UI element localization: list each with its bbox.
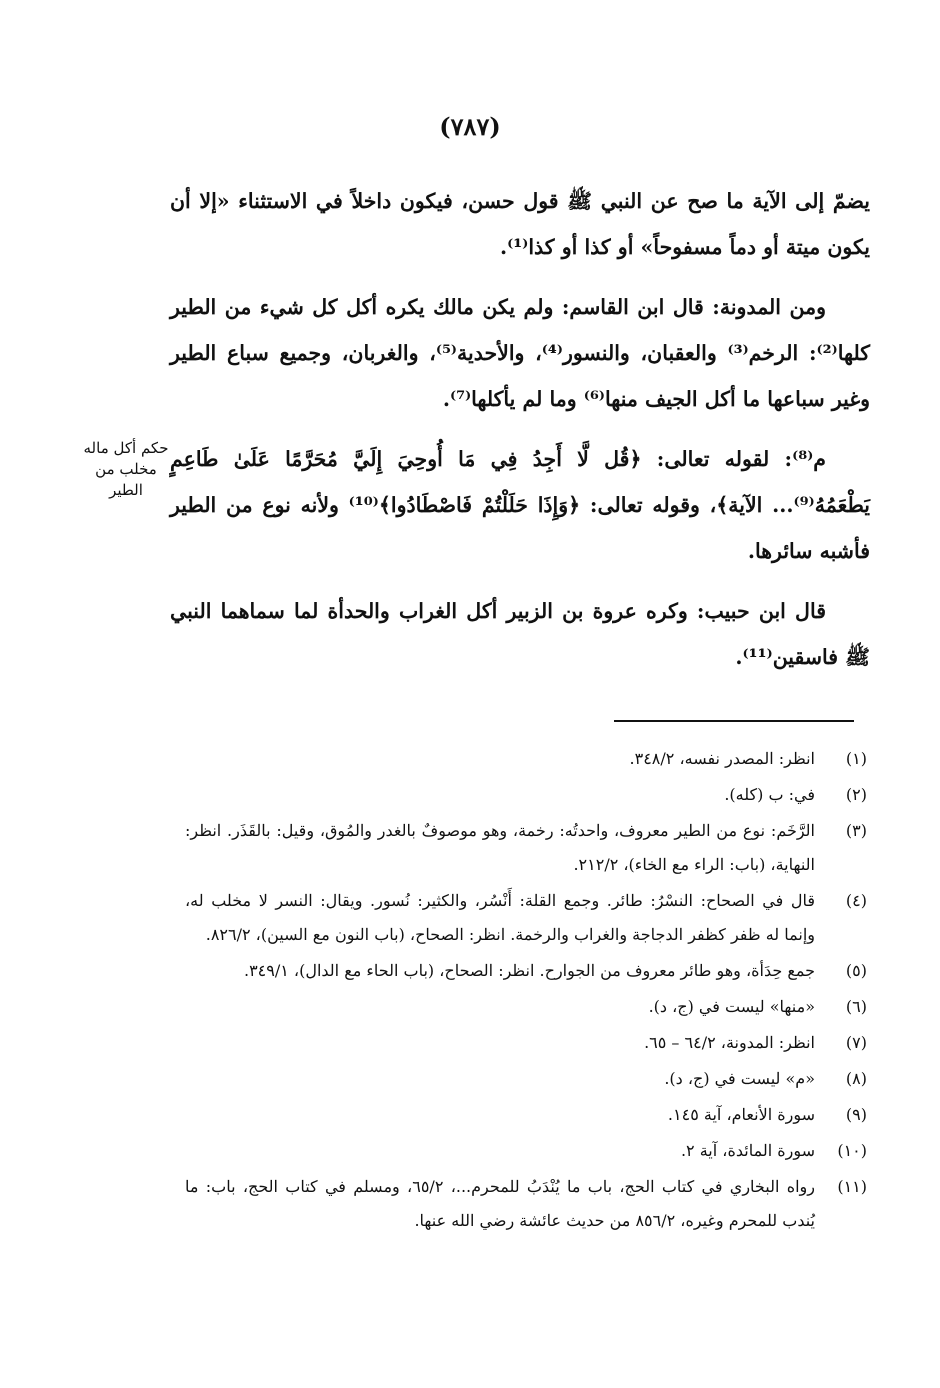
footnote-number: (٣) [845, 821, 867, 840]
footnote-text: انظر: المصدر نفسه، ٣٤٨/٢. [629, 749, 815, 768]
footnote-text: انظر: المدونة، ٦٤/٢ – ٦٥. [644, 1033, 815, 1052]
paragraph-3: م⁽⁸⁾: لقوله تعالى: ﴿قُل لَّا أَجِدُ فِي مَا أُوحِيَ إِلَيَّ مُحَرَّمًا عَلَىٰ طَاعِمٍ يَطْعَمُهُ⁽⁹⁾... الآية﴾، وقوله تعالى: ﴿وَإِذَا حَلَلْتُمْ فَاصْطَادُوا﴾⁽¹⁰⁾ ولأنه نوع من الطير فأشبه سائرها. [170, 447, 870, 563]
footnote-number: (٨) [845, 1069, 867, 1088]
footnote [185, 1026, 867, 1060]
main-text [170, 178, 870, 694]
footnote-number: (١) [845, 749, 867, 768]
footnote-divider [614, 720, 854, 722]
footnote-text: جمع حِدَأة، وهو طائر معروف من الجوارح. انظر: الصحاح، (باب الحاء مع الدال)، ٣٤٩/١. [243, 961, 815, 980]
footnote-text: سورة المائدة، آية ٢. [680, 1141, 815, 1160]
footnote [185, 1098, 867, 1132]
footnote-number: (٩) [845, 1105, 867, 1124]
footnote-number: (١١) [837, 1177, 867, 1196]
footnote [185, 778, 867, 812]
paragraph-4: قال ابن حبيب: وكره عروة بن الزبير أكل الغراب والحدأة لما سماهما النبي ﷺ فاسقين⁽¹¹⁾. [170, 599, 870, 669]
footnote-number: (٤) [845, 891, 867, 910]
page-number: (٧٨٧) [439, 112, 501, 141]
footnote [185, 1170, 867, 1238]
footnote-text: «م» ليست في (ج، د). [664, 1069, 815, 1088]
footnote-text: في: ب (كله). [724, 785, 815, 804]
footnote [185, 954, 867, 988]
footnote-number: (٦) [845, 997, 867, 1016]
footnote-text: قال في الصحاح: النسْرُ: طائر. وجمع القلة: أَنْسُر، والكثير: نُسور. ويقال: النسر لا مخلب له، وإنما له ظفر كظفر الدجاجة والغراب والرخمة. انظر: الصحاح، (باب النون مع السين)، ٨٢٦/٢. [185, 891, 815, 944]
footnote-number: (١٠) [837, 1141, 867, 1160]
footnotes [185, 742, 867, 1240]
footnote-text: رواه البخاري في كتاب الحج، باب ما يُنْدَبُ للمحرم...، ٦٥/٢، ومسلم في كتاب الحج، باب: ما يُندب للمحرم وغيره، ٨٥٦/٢ من حديث عائشة رضي الله عنها. [185, 1177, 815, 1230]
paragraph-2: ومن المدونة: قال ابن القاسم: ولم يكن مالك يكره أكل كل شيء من الطير كلها⁽²⁾: الرخم⁽³⁾ والعقبان، والنسور⁽⁴⁾، والأحدية⁽⁵⁾، والغربان، وجميع سباع الطير وغير سباعها ما أكل الجيف منها⁽⁶⁾ وما لم يأكلها⁽⁷⁾. [170, 295, 870, 411]
footnote [185, 814, 867, 882]
footnote-text: سورة الأنعام، آية ١٤٥. [667, 1105, 815, 1124]
footnote [185, 884, 867, 952]
margin-note: حكم أكل ماله مخلب من الطير [83, 439, 169, 499]
footnote-text: الرَّخَم: نوع من الطير معروف، واحدتُه: رخمة، وهو موصوفٌ بالغدر والمُوق، وقيل: بالقَذَر. انظر: النهاية، (باب: الراء مع الخاء)، ٢١٢/٢. [185, 821, 816, 874]
paragraph-1: يضمّ إلى الآية ما صح عن النبي ﷺ قول حسن، فيكون داخلاً في الاستثناء «إلا أن يكون ميتة أو دماً مسفوحاً» أو كذا أو كذا⁽¹⁾. [170, 189, 870, 259]
footnote [185, 1062, 867, 1096]
footnote-number: (٥) [845, 961, 867, 980]
footnote [185, 742, 867, 776]
footnote-text: «منها» ليست في (ج، د). [648, 997, 815, 1016]
footnote-number: (٢) [845, 785, 867, 804]
footnote-number: (٧) [845, 1033, 867, 1052]
footnote [185, 990, 867, 1024]
footnote [185, 1134, 867, 1168]
